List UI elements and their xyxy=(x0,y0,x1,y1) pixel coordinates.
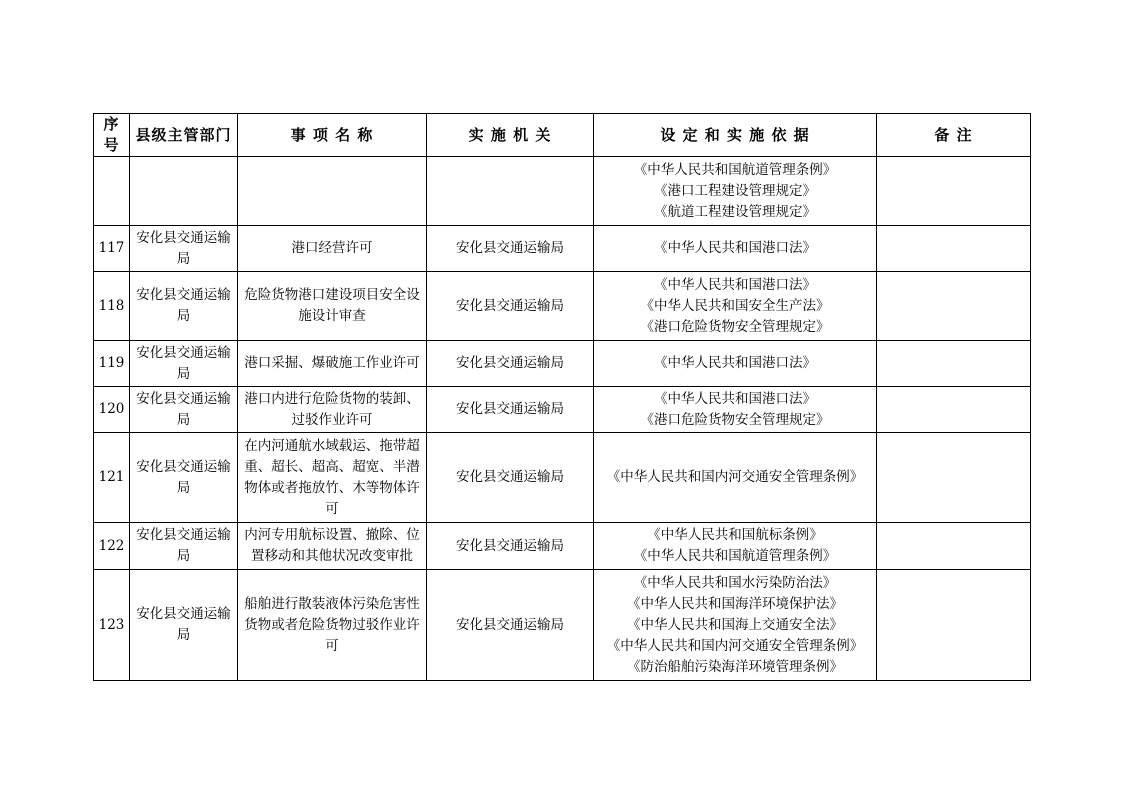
row-number: 123 xyxy=(94,570,130,681)
row-item-name xyxy=(238,157,427,226)
table-row xyxy=(94,523,1031,570)
row-department: 安化县交通运输局 xyxy=(130,570,238,681)
row-number xyxy=(94,157,130,226)
row-item-name: 港口经营许可 xyxy=(238,226,427,272)
basis-line: 《港口危险货物安全管理规定》 xyxy=(640,318,830,335)
row-organization: 安化县交通运输局 xyxy=(427,387,594,433)
row-basis xyxy=(594,523,877,570)
row-item-name: 在内河通航水域载运、拖带超重、超长、超高、超宽、半潜物体或者拖放竹、木等物体许可 xyxy=(238,433,427,523)
header-dept: 县级主管部门 xyxy=(130,114,238,157)
row-department: 安化县交通运输局 xyxy=(130,226,238,272)
basis-line: 《中华人民共和国安全生产法》 xyxy=(640,297,830,314)
row-department: 安化县交通运输局 xyxy=(130,272,238,341)
row-department: 安化县交通运输局 xyxy=(130,341,238,387)
row-number: 117 xyxy=(94,226,130,272)
row-item-name: 危险货物港口建设项目安全设施设计审查 xyxy=(238,272,427,341)
basis-line: 《中华人民共和国港口法》 xyxy=(654,276,816,293)
basis-line: 《中华人民共和国海洋环境保护法》 xyxy=(627,595,843,612)
row-note xyxy=(877,523,1031,570)
row-department: 安化县交通运输局 xyxy=(130,387,238,433)
basis-line: 《航道工程建设管理规定》 xyxy=(654,203,816,220)
row-department: 安化县交通运输局 xyxy=(130,433,238,523)
row-number: 122 xyxy=(94,523,130,570)
basis-line: 《中华人民共和国水污染防治法》 xyxy=(633,574,837,591)
basis-line: 《中华人民共和国海上交通安全法》 xyxy=(627,616,843,633)
row-organization: 安化县交通运输局 xyxy=(427,433,594,523)
row-item-name: 港口内进行危险货物的装卸、过驳作业许可 xyxy=(238,387,427,433)
row-note xyxy=(877,157,1031,226)
row-note xyxy=(877,387,1031,433)
row-basis xyxy=(594,157,877,226)
header-basis: 设 定 和 实 施 依 据 xyxy=(594,114,877,157)
row-organization: 安化县交通运输局 xyxy=(427,570,594,681)
table-row xyxy=(94,570,1031,681)
basis-line: 《防治船舶污染海洋环境管理条例》 xyxy=(627,658,843,675)
basis-line: 《港口工程建设管理规定》 xyxy=(654,182,816,199)
row-basis xyxy=(594,341,877,387)
row-department xyxy=(130,157,238,226)
row-organization: 安化县交通运输局 xyxy=(427,272,594,341)
table-row xyxy=(94,387,1031,433)
basis-line: 《中华人民共和国港口法》 xyxy=(654,240,816,256)
row-number: 119 xyxy=(94,341,130,387)
row-organization xyxy=(427,157,594,226)
row-basis xyxy=(594,387,877,433)
row-note xyxy=(877,341,1031,387)
row-number: 120 xyxy=(94,387,130,433)
row-note xyxy=(877,226,1031,272)
table-row xyxy=(94,226,1031,272)
row-number: 118 xyxy=(94,272,130,341)
basis-line: 《中华人民共和国内河交通安全管理条例》 xyxy=(606,469,864,485)
row-number: 121 xyxy=(94,433,130,523)
row-basis xyxy=(594,570,877,681)
row-basis xyxy=(594,272,877,341)
header-org: 实 施 机 关 xyxy=(427,114,594,157)
header-note: 备 注 xyxy=(877,114,1031,157)
basis-line: 《中华人民共和国内河交通安全管理条例》 xyxy=(606,637,864,654)
header-no: 序号 xyxy=(94,114,130,157)
row-department: 安化县交通运输局 xyxy=(130,523,238,570)
item-table xyxy=(93,113,1031,681)
row-basis xyxy=(594,226,877,272)
row-item-name: 船舶进行散装液体污染危害性货物或者危险货物过驳作业许可 xyxy=(238,570,427,681)
row-note xyxy=(877,570,1031,681)
basis-line: 《中华人民共和国航道管理条例》 xyxy=(633,161,837,178)
table-row xyxy=(94,157,1031,226)
row-note xyxy=(877,272,1031,341)
basis-line: 《港口危险货物安全管理规定》 xyxy=(640,411,830,428)
basis-line: 《中华人民共和国港口法》 xyxy=(654,390,816,407)
row-organization: 安化县交通运输局 xyxy=(427,226,594,272)
header-name: 事 项 名 称 xyxy=(238,114,427,157)
row-note xyxy=(877,433,1031,523)
basis-line: 《中华人民共和国港口法》 xyxy=(654,355,816,371)
table-row xyxy=(94,272,1031,341)
header-row xyxy=(94,114,1031,157)
row-item-name: 港口采掘、爆破施工作业许可 xyxy=(238,341,427,387)
row-item-name: 内河专用航标设置、撤除、位置移动和其他状况改变审批 xyxy=(238,523,427,570)
table-row xyxy=(94,341,1031,387)
row-organization: 安化县交通运输局 xyxy=(427,523,594,570)
row-organization: 安化县交通运输局 xyxy=(427,341,594,387)
basis-line: 《中华人民共和国航标条例》 xyxy=(647,527,823,543)
table-row xyxy=(94,433,1031,523)
basis-line: 《中华人民共和国航道管理条例》 xyxy=(633,548,837,564)
row-basis xyxy=(594,433,877,523)
